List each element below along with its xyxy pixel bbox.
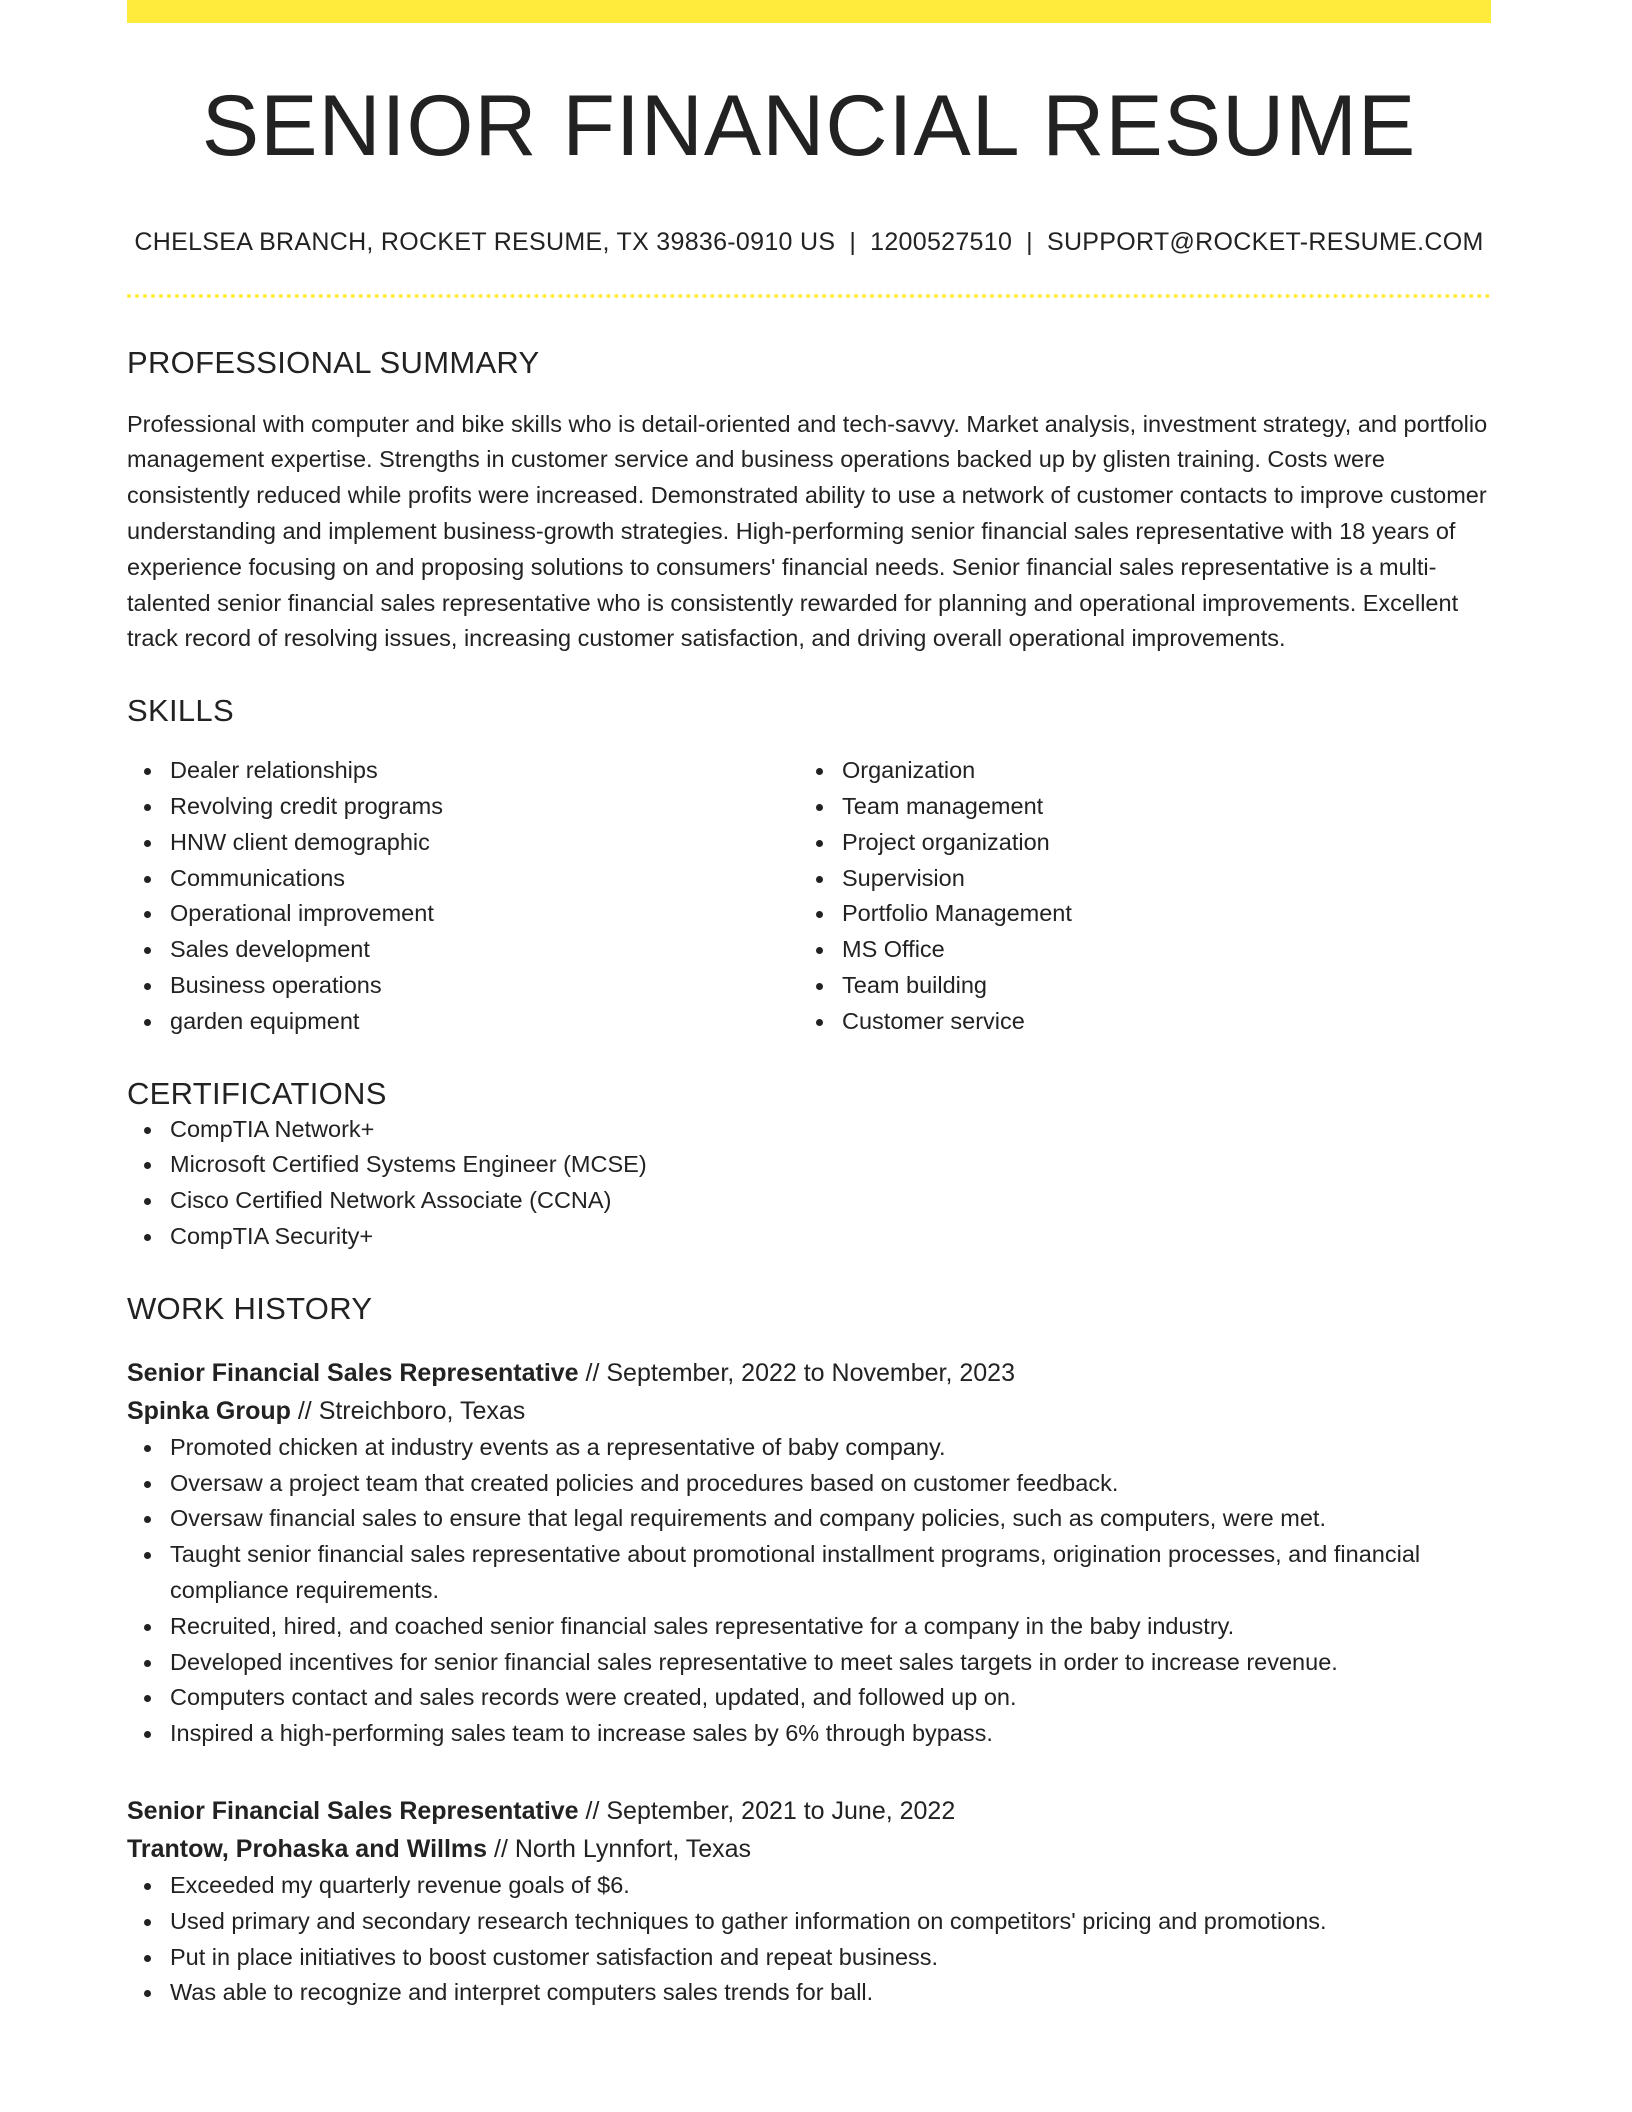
certification-item: CompTIA Network+ bbox=[127, 1112, 1491, 1148]
skill-item: Business operations bbox=[127, 968, 799, 1004]
job-bullet: Oversaw financial sales to ensure that legal requirements and company policies, such as computers, were met. bbox=[127, 1501, 1491, 1537]
skill-item: Team management bbox=[799, 789, 1471, 825]
skill-item: HNW client demographic bbox=[127, 825, 799, 861]
skill-item: Supervision bbox=[799, 861, 1471, 897]
job-role-line bbox=[127, 1792, 1491, 1830]
certification-item: Microsoft Certified Systems Engineer (MCSE) bbox=[127, 1147, 1491, 1183]
job-dates: // September, 2021 to June, 2022 bbox=[578, 1796, 956, 1825]
skill-item: Operational improvement bbox=[127, 896, 799, 932]
dotted-divider bbox=[127, 294, 1491, 298]
skill-item: garden equipment bbox=[127, 1004, 799, 1040]
skills-list-left bbox=[127, 753, 799, 1039]
job-bullet-list bbox=[127, 1430, 1491, 1752]
job-role-line bbox=[127, 1354, 1491, 1392]
skill-item: Customer service bbox=[799, 1004, 1471, 1040]
job-dates: // September, 2022 to November, 2023 bbox=[578, 1358, 1015, 1387]
job-location: // North Lynnfort, Texas bbox=[487, 1834, 752, 1863]
job-bullet: Computers contact and sales records were created, updated, and followed up on. bbox=[127, 1680, 1491, 1716]
contact-phone: 1200527510 bbox=[870, 227, 1013, 256]
skill-item: Team building bbox=[799, 968, 1471, 1004]
job-bullet: Exceeded my quarterly revenue goals of $6. bbox=[127, 1868, 1491, 1904]
skill-item: Revolving credit programs bbox=[127, 789, 799, 825]
job-entry bbox=[127, 1792, 1491, 2011]
job-location: // Streichboro, Texas bbox=[290, 1396, 526, 1425]
skill-item: Portfolio Management bbox=[799, 896, 1471, 932]
skill-item: Sales development bbox=[127, 932, 799, 968]
certifications-heading: CERTIFICATIONS bbox=[127, 1075, 387, 1111]
skills-list-right bbox=[799, 753, 1471, 1039]
certification-item: Cisco Certified Network Associate (CCNA) bbox=[127, 1183, 1491, 1219]
job-company: Trantow, Prohaska and Willms bbox=[127, 1834, 488, 1863]
job-bullet: Inspired a high-performing sales team to increase sales by 6% through bypass. bbox=[127, 1716, 1491, 1752]
work-history-heading: WORK HISTORY bbox=[127, 1290, 373, 1326]
skills-column-left bbox=[127, 753, 799, 1039]
certification-item: CompTIA Security+ bbox=[127, 1219, 1491, 1255]
job-company: Spinka Group bbox=[127, 1396, 291, 1425]
job-bullet: Recruited, hired, and coached senior financial sales representative for a company in the baby industry. bbox=[127, 1609, 1491, 1645]
resume-title: SENIOR FINANCIAL RESUME bbox=[201, 78, 1417, 174]
skills-heading: SKILLS bbox=[127, 693, 234, 729]
job-bullet: Oversaw a project team that created policies and procedures based on customer feedback. bbox=[127, 1466, 1491, 1502]
contact-address: CHELSEA BRANCH, ROCKET RESUME, TX 39836-0910 US bbox=[134, 227, 836, 256]
skills-column-right bbox=[799, 753, 1471, 1039]
contact-separator: | bbox=[849, 227, 857, 256]
job-bullet: Put in place initiatives to boost customer satisfaction and repeat business. bbox=[127, 1940, 1491, 1976]
summary-text: Professional with computer and bike skills who is detail-oriented and tech-savvy. Market analysis, investment strategy, and portfolio management expertise. Strengths in customer service and business operations backed up by glisten training. Costs were consistently reduced while profits were increased. Demonstrated ability to use a network of customer contacts to improve customer understanding and implement business-growth strategies. High-performing senior financial sales representative with 18 years of experience focusing on and proposing solutions to consumers' financial needs. Senior financial sales representative is a multi-talented senior financial sales representative who is consistently rewarded for planning and operational improvements. Excellent track record of resolving issues, increasing customer satisfaction, and driving overall operational improvements. bbox=[127, 410, 1488, 652]
job-bullet: Promoted chicken at industry events as a representative of baby company. bbox=[127, 1430, 1491, 1466]
job-company-line bbox=[127, 1392, 1491, 1430]
contact-line bbox=[127, 228, 1491, 257]
contact-email: SUPPORT@ROCKET-RESUME.COM bbox=[1046, 227, 1484, 256]
job-bullet-list bbox=[127, 1868, 1491, 2011]
resume-page bbox=[127, 0, 1491, 2011]
job-entry bbox=[127, 1354, 1491, 1752]
job-role: Senior Financial Sales Representative bbox=[127, 1796, 579, 1825]
job-bullet: Developed incentives for senior financial sales representative to meet sales targets in order to increase revenue. bbox=[127, 1645, 1491, 1681]
skill-item: MS Office bbox=[799, 932, 1471, 968]
job-company-line bbox=[127, 1830, 1491, 1868]
job-bullet: Taught senior financial sales representative about promotional installment programs, origination processes, and financial compliance requirements. bbox=[127, 1537, 1491, 1609]
summary-heading: PROFESSIONAL SUMMARY bbox=[127, 344, 540, 380]
job-bullet: Used primary and secondary research techniques to gather information on competitors' pricing and promotions. bbox=[127, 1904, 1491, 1940]
skill-item: Organization bbox=[799, 753, 1471, 789]
skills-grid bbox=[127, 753, 1491, 1039]
job-role: Senior Financial Sales Representative bbox=[127, 1358, 579, 1387]
top-accent-bar bbox=[127, 0, 1491, 23]
skill-item: Communications bbox=[127, 861, 799, 897]
skill-item: Project organization bbox=[799, 825, 1471, 861]
skill-item: Dealer relationships bbox=[127, 753, 799, 789]
job-bullet: Was able to recognize and interpret computers sales trends for ball. bbox=[127, 1975, 1491, 2011]
contact-separator: | bbox=[1026, 227, 1033, 256]
certifications-list bbox=[127, 1112, 1491, 1255]
